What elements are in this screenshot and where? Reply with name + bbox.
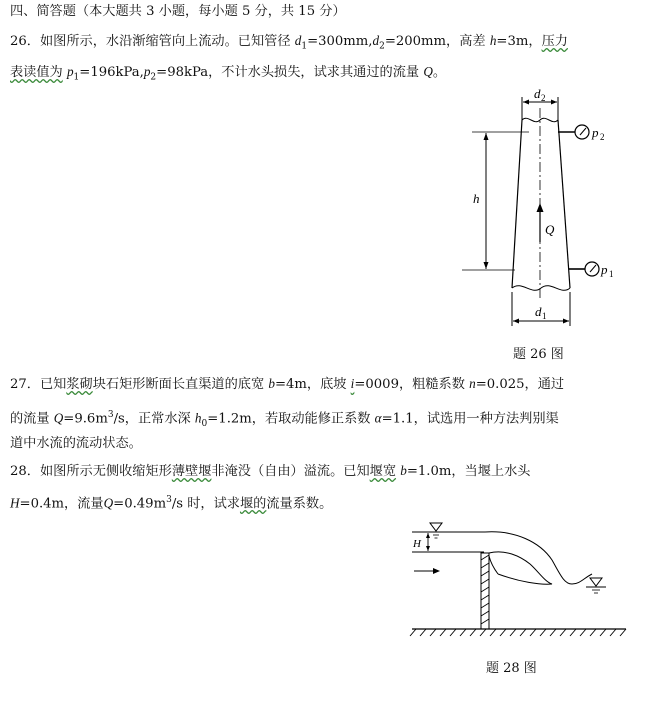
var-i: i: [350, 376, 355, 391]
q26-end: 。: [432, 65, 447, 80]
figure-28: [400, 512, 640, 642]
q27-wavy-1: 浆砌: [66, 377, 93, 392]
q26-text-a: 如图所示，水沿渐缩管向上流动。已知管径: [39, 34, 291, 49]
q27-text-c: 的流量: [10, 411, 50, 427]
label-Q: Q: [545, 222, 555, 237]
label-p2: p: [592, 125, 599, 140]
nappe-upper: [485, 532, 592, 584]
sup-Q28: 3: [166, 495, 172, 505]
label-d2: d: [534, 86, 541, 101]
label-d2-sub: 2: [541, 93, 546, 103]
h-arrow-bottom: [484, 262, 489, 269]
label-d1-sub: 1: [542, 311, 547, 321]
label-d1: d: [535, 304, 542, 319]
val-h: =3m，: [496, 34, 542, 49]
label-p1-sub: 1: [609, 269, 614, 279]
label-h: h: [473, 191, 480, 206]
d2-arrow-left: [523, 100, 529, 105]
pipe-wall-right: [558, 120, 570, 288]
var-d2: d: [372, 33, 380, 48]
sub-p2: 2: [150, 72, 157, 83]
val-b: =4m，底坡: [274, 377, 347, 392]
q27-line1: [10, 375, 564, 394]
q28-number: 28．: [10, 464, 40, 479]
var-p1: p: [66, 64, 74, 79]
var-b28: b: [400, 463, 407, 478]
val-d1: =300mm,: [307, 34, 373, 49]
var-Q27: Q: [53, 410, 64, 426]
pipe-wall-left: [512, 120, 522, 288]
q27-line2: [10, 406, 559, 433]
val-d2: =200mm，高差: [384, 34, 486, 49]
var-h0: h: [194, 410, 202, 426]
d1-arrow-left: [513, 319, 519, 324]
q27-line3: 道中水流的流动状态。: [10, 436, 142, 451]
q28-wavy-2: 堰宽: [369, 464, 397, 479]
label-p2-sub: 2: [600, 132, 605, 142]
q27-text-b: 块石矩形断面长直渠道的底宽: [92, 377, 265, 392]
q26-wavy-1: 压力: [541, 34, 568, 49]
q28-line2: [10, 491, 332, 513]
var-H: H: [10, 495, 20, 511]
q27-text-a: 已知: [39, 377, 67, 392]
d1-arrow-right: [563, 319, 569, 324]
q26-number: 26．: [10, 34, 40, 49]
figure-26-caption: 题 26 图: [513, 347, 564, 362]
figure-28-caption: 题 28 图: [486, 661, 537, 676]
unit-Q27: /s，正常水深: [113, 411, 191, 427]
pipe-bottom-break: [512, 286, 570, 291]
q26-line2: [10, 63, 446, 87]
val-Q27: =9.6m: [63, 411, 108, 427]
q28-end: 流量系数。: [266, 496, 333, 512]
q28-text-b: 非淹没（自由）溢流。已知: [211, 464, 370, 479]
q26-wavy-2: 表读值为: [10, 65, 63, 80]
h-arrow-top: [484, 133, 489, 140]
sub-d2: 2: [379, 41, 385, 52]
nappe-cavity: [489, 556, 498, 574]
val-i: =0009，粗糙系数: [354, 377, 465, 392]
q26-line1: [10, 32, 568, 56]
label-H: H: [413, 538, 421, 550]
val-b28: =1.0m，当堰上水头: [406, 464, 531, 479]
H-arrow-top: [426, 533, 430, 538]
label-p1: p: [601, 262, 608, 277]
var-h: h: [489, 33, 497, 48]
var-n: n: [469, 376, 476, 391]
d2-arrow-right: [551, 100, 557, 105]
unit-Q28: /s 时，试求: [171, 496, 240, 512]
approach-flow-arrow-icon: [433, 568, 440, 574]
figure-26: [450, 82, 630, 332]
sub-p1: 1: [73, 72, 80, 83]
val-h0: =1.2m，若取动能修正系数: [207, 411, 371, 427]
val-n: =0.025，通过: [475, 377, 565, 392]
var-b: b: [268, 376, 275, 391]
sub-h0: 0: [201, 419, 208, 430]
var-p2: p: [143, 64, 151, 79]
q28-wavy-1: 薄壁堰: [171, 464, 212, 479]
water-level-icon-upstream: [430, 523, 442, 531]
var-Q28: Q: [103, 495, 114, 511]
q28-line1: [10, 462, 530, 481]
val-alpha: =1.1，试选用一种方法判别渠: [381, 411, 559, 427]
sub-d1: 1: [301, 41, 308, 52]
water-level-icon-downstream: [590, 578, 602, 586]
val-H: =0.4m，流量: [19, 496, 104, 512]
var-alpha: α: [374, 410, 382, 426]
q27-number: 27．: [10, 377, 40, 392]
val-p2: =98kPa，不计水头损失，试求其通过的流量: [156, 65, 420, 80]
ground-hatch: [410, 629, 626, 636]
section-title: 四、简答题（本大题共 3 小题，每小题 5 分，共 15 分）: [10, 4, 346, 19]
nappe-lower: [489, 552, 552, 584]
sup-Q27: 3: [107, 410, 114, 420]
q28-text-a: 如图所示无侧收缩矩形: [39, 464, 172, 479]
q28-wavy-3: 堰的: [239, 496, 267, 512]
var-d1: d: [294, 33, 302, 48]
var-Q: Q: [423, 64, 433, 79]
flow-arrow-head: [537, 203, 544, 212]
val-p1: =196kPa,: [79, 65, 144, 80]
H-arrow-bottom: [426, 546, 430, 551]
val-Q28: =0.49m: [113, 496, 167, 512]
